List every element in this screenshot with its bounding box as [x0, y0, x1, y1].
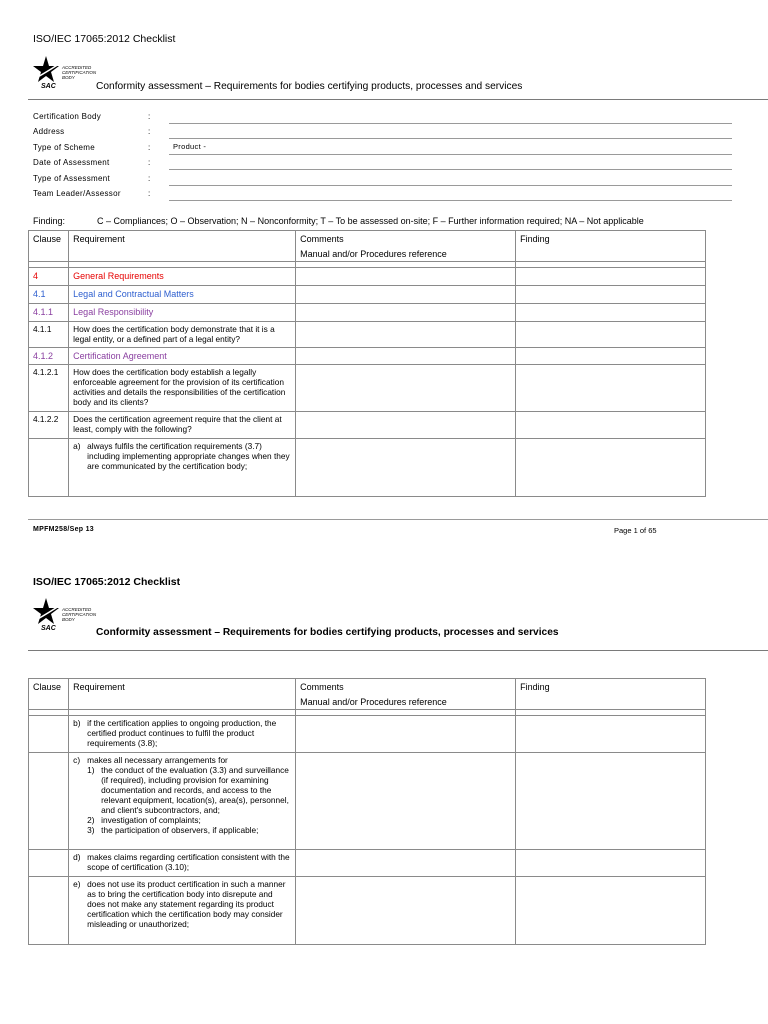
row-requirement: How does the certification body establish a legally enforceable agreement for the provision of its certification activities and details the responsibilities of the certification body and its clients?: [69, 365, 296, 412]
list-item: 2) investigation of complaints;: [87, 815, 201, 825]
row-finding[interactable]: [516, 877, 706, 945]
row-finding[interactable]: [516, 304, 706, 322]
row-requirement: [69, 439, 296, 497]
table-row: [29, 716, 706, 753]
row-requirement: Legal and Contractual Matters: [69, 286, 296, 304]
row-comments[interactable]: [296, 716, 516, 753]
item-text: makes all necessary arrangements for: [87, 755, 228, 765]
row-comments[interactable]: [296, 268, 516, 286]
item-text: always fulfils the certification requirements (3.7) including implementing appropriate changes when they are communicated by the certification body;: [87, 441, 290, 471]
row-comments[interactable]: [296, 850, 516, 877]
finding-legend-text: C – Compliances; O – Observation; N – Nonconformity; T – To be assessed on-site; F – Further information required; NA – Not applicable: [97, 216, 644, 226]
row-comments[interactable]: [296, 304, 516, 322]
header-finding: Finding: [516, 231, 706, 262]
header-clause: Clause: [29, 679, 69, 710]
table-row: [29, 348, 706, 365]
header-clause: Clause: [29, 231, 69, 262]
logo-line2: CERTIFICATION: [62, 612, 97, 617]
row-comments[interactable]: [296, 286, 516, 304]
item-text: makes claims regarding certification consistent with the scope of certification (3.10);: [87, 852, 290, 872]
info-date-of-assessment: Date of Assessment :: [33, 154, 733, 169]
document-title: ISO/IEC 17065:2012 Checklist: [33, 576, 181, 588]
item-marker: b): [73, 718, 81, 728]
table-row: [29, 877, 706, 945]
table-row: [29, 268, 706, 286]
info-label: Type of Assessment: [33, 173, 110, 183]
row-clause: [29, 439, 69, 497]
document-subtitle: Conformity assessment – Requirements for bodies certifying products, processes and services: [96, 81, 523, 92]
item-marker: e): [73, 879, 81, 889]
row-comments[interactable]: [296, 348, 516, 365]
requirements-table: [28, 230, 706, 497]
row-comments[interactable]: [296, 365, 516, 412]
logo-line1: ACCREDITED: [62, 607, 92, 612]
row-finding[interactable]: [516, 850, 706, 877]
logo-line2: CERTIFICATION: [62, 70, 97, 75]
table-row: [29, 439, 706, 497]
row-comments[interactable]: [296, 412, 516, 439]
finding-legend-label: Finding:: [33, 216, 66, 226]
row-requirement: General Requirements: [69, 268, 296, 286]
logo-mark: SAC: [41, 625, 56, 632]
table-row: [29, 365, 706, 412]
footer-doc-code: MPFM258/Sep 13: [33, 526, 94, 533]
page-2: [0, 560, 768, 1024]
document-subtitle: Conformity assessment – Requirements for bodies certifying products, processes and services: [96, 627, 559, 638]
finding-legend: [33, 216, 644, 226]
info-label: Address: [33, 127, 65, 137]
row-finding[interactable]: [516, 322, 706, 348]
info-label: Certification Body: [33, 112, 102, 121]
table-row: [29, 753, 706, 850]
row-requirement: Legal Responsibility: [69, 304, 296, 322]
row-comments[interactable]: [296, 877, 516, 945]
row-clause: [29, 850, 69, 877]
header-finding: Finding: [516, 679, 706, 710]
header-comments: Comments Manual and/or Procedures reference: [296, 679, 516, 710]
header-requirement: Requirement: [69, 231, 296, 262]
row-finding[interactable]: [516, 365, 706, 412]
row-clause: 4.1.1: [29, 304, 69, 322]
info-type-of-scheme: Type of Scheme : Product -: [33, 139, 733, 154]
header-comments: Comments Manual and/or Procedures reference: [296, 231, 516, 262]
sub-item-list: [87, 765, 291, 835]
item-text: does not use its product certification in such a manner as to bring the certification body into disrepute and does not make any statement regarding its product certification which the certification body may consider misleading or unauthorized;: [87, 879, 286, 929]
row-clause: 4.1.2.2: [29, 412, 69, 439]
info-label: Team Leader/Assessor: [33, 188, 121, 198]
row-finding[interactable]: [516, 412, 706, 439]
info-certification-body: Certification Body :: [33, 108, 733, 123]
row-requirement: Certification Agreement: [69, 348, 296, 365]
item-marker: c): [73, 755, 81, 765]
header-divider: [28, 650, 768, 651]
row-requirement: [69, 753, 296, 850]
row-finding[interactable]: [516, 439, 706, 497]
table-header-row: [29, 679, 706, 710]
sac-logo: [32, 54, 98, 90]
item-marker: d): [73, 852, 81, 862]
logo-line3: BODY: [62, 617, 75, 622]
table-row: [29, 286, 706, 304]
row-clause: 4.1.2: [29, 348, 69, 365]
requirements-table: [28, 678, 706, 945]
row-clause: [29, 753, 69, 850]
row-requirement: [69, 716, 296, 753]
header-requirement: Requirement: [69, 679, 296, 710]
row-comments[interactable]: [296, 322, 516, 348]
logo-line1: ACCREDITED: [62, 65, 92, 70]
info-label: Date of Assessment: [33, 158, 110, 168]
header-divider: [28, 99, 768, 100]
row-clause: [29, 716, 69, 753]
row-comments[interactable]: [296, 753, 516, 850]
row-requirement: [69, 877, 296, 945]
row-requirement: [69, 850, 296, 877]
item-text: if the certification applies to ongoing production, the certified product continues to fulfil the product requirements (3.8);: [87, 718, 277, 748]
info-label: Type of Scheme: [33, 142, 96, 152]
row-clause: 4.1.1: [29, 322, 69, 348]
row-clause: 4.1.2.1: [29, 365, 69, 412]
row-requirement: Does the certification agreement require that the client at least, comply with the following?: [69, 412, 296, 439]
item-marker: a): [73, 441, 81, 451]
row-finding[interactable]: [516, 348, 706, 365]
footer-divider: [28, 519, 768, 520]
row-finding[interactable]: [516, 753, 706, 850]
footer-page-number: Page 1 of 65: [614, 526, 657, 535]
info-team-leader: Team Leader/Assessor :: [33, 185, 733, 200]
row-clause: [29, 877, 69, 945]
info-address: Address :: [33, 123, 733, 138]
sac-logo: [32, 596, 98, 632]
table-row: [29, 322, 706, 348]
row-finding[interactable]: [516, 268, 706, 286]
row-finding[interactable]: [516, 286, 706, 304]
row-requirement: How does the certification body demonstrate that it is a legal entity, or a defined part of a legal entity?: [69, 322, 296, 348]
info-value[interactable]: Product -: [173, 141, 207, 151]
logo-mark: SAC: [41, 83, 56, 90]
assessment-info: [33, 108, 733, 200]
row-clause: 4: [29, 268, 69, 286]
logo-line3: BODY: [62, 75, 75, 80]
table-row: [29, 412, 706, 439]
table-row: [29, 304, 706, 322]
row-comments[interactable]: [296, 439, 516, 497]
document-title: ISO/IEC 17065:2012 Checklist: [33, 33, 176, 45]
list-item: 3) the participation of observers, if applicable;: [87, 825, 259, 835]
row-finding[interactable]: [516, 716, 706, 753]
table-row: [29, 850, 706, 877]
list-item: 1) the conduct of the evaluation (3.3) and surveillance (if required), including provision for examining documentation and records, and access to the relevant equipment, location(s), area(s), personnel, and client's subcontractors, and;: [87, 765, 289, 815]
row-clause: 4.1: [29, 286, 69, 304]
info-type-of-assessment: Type of Assessment :: [33, 170, 733, 185]
table-header-row: [29, 231, 706, 262]
